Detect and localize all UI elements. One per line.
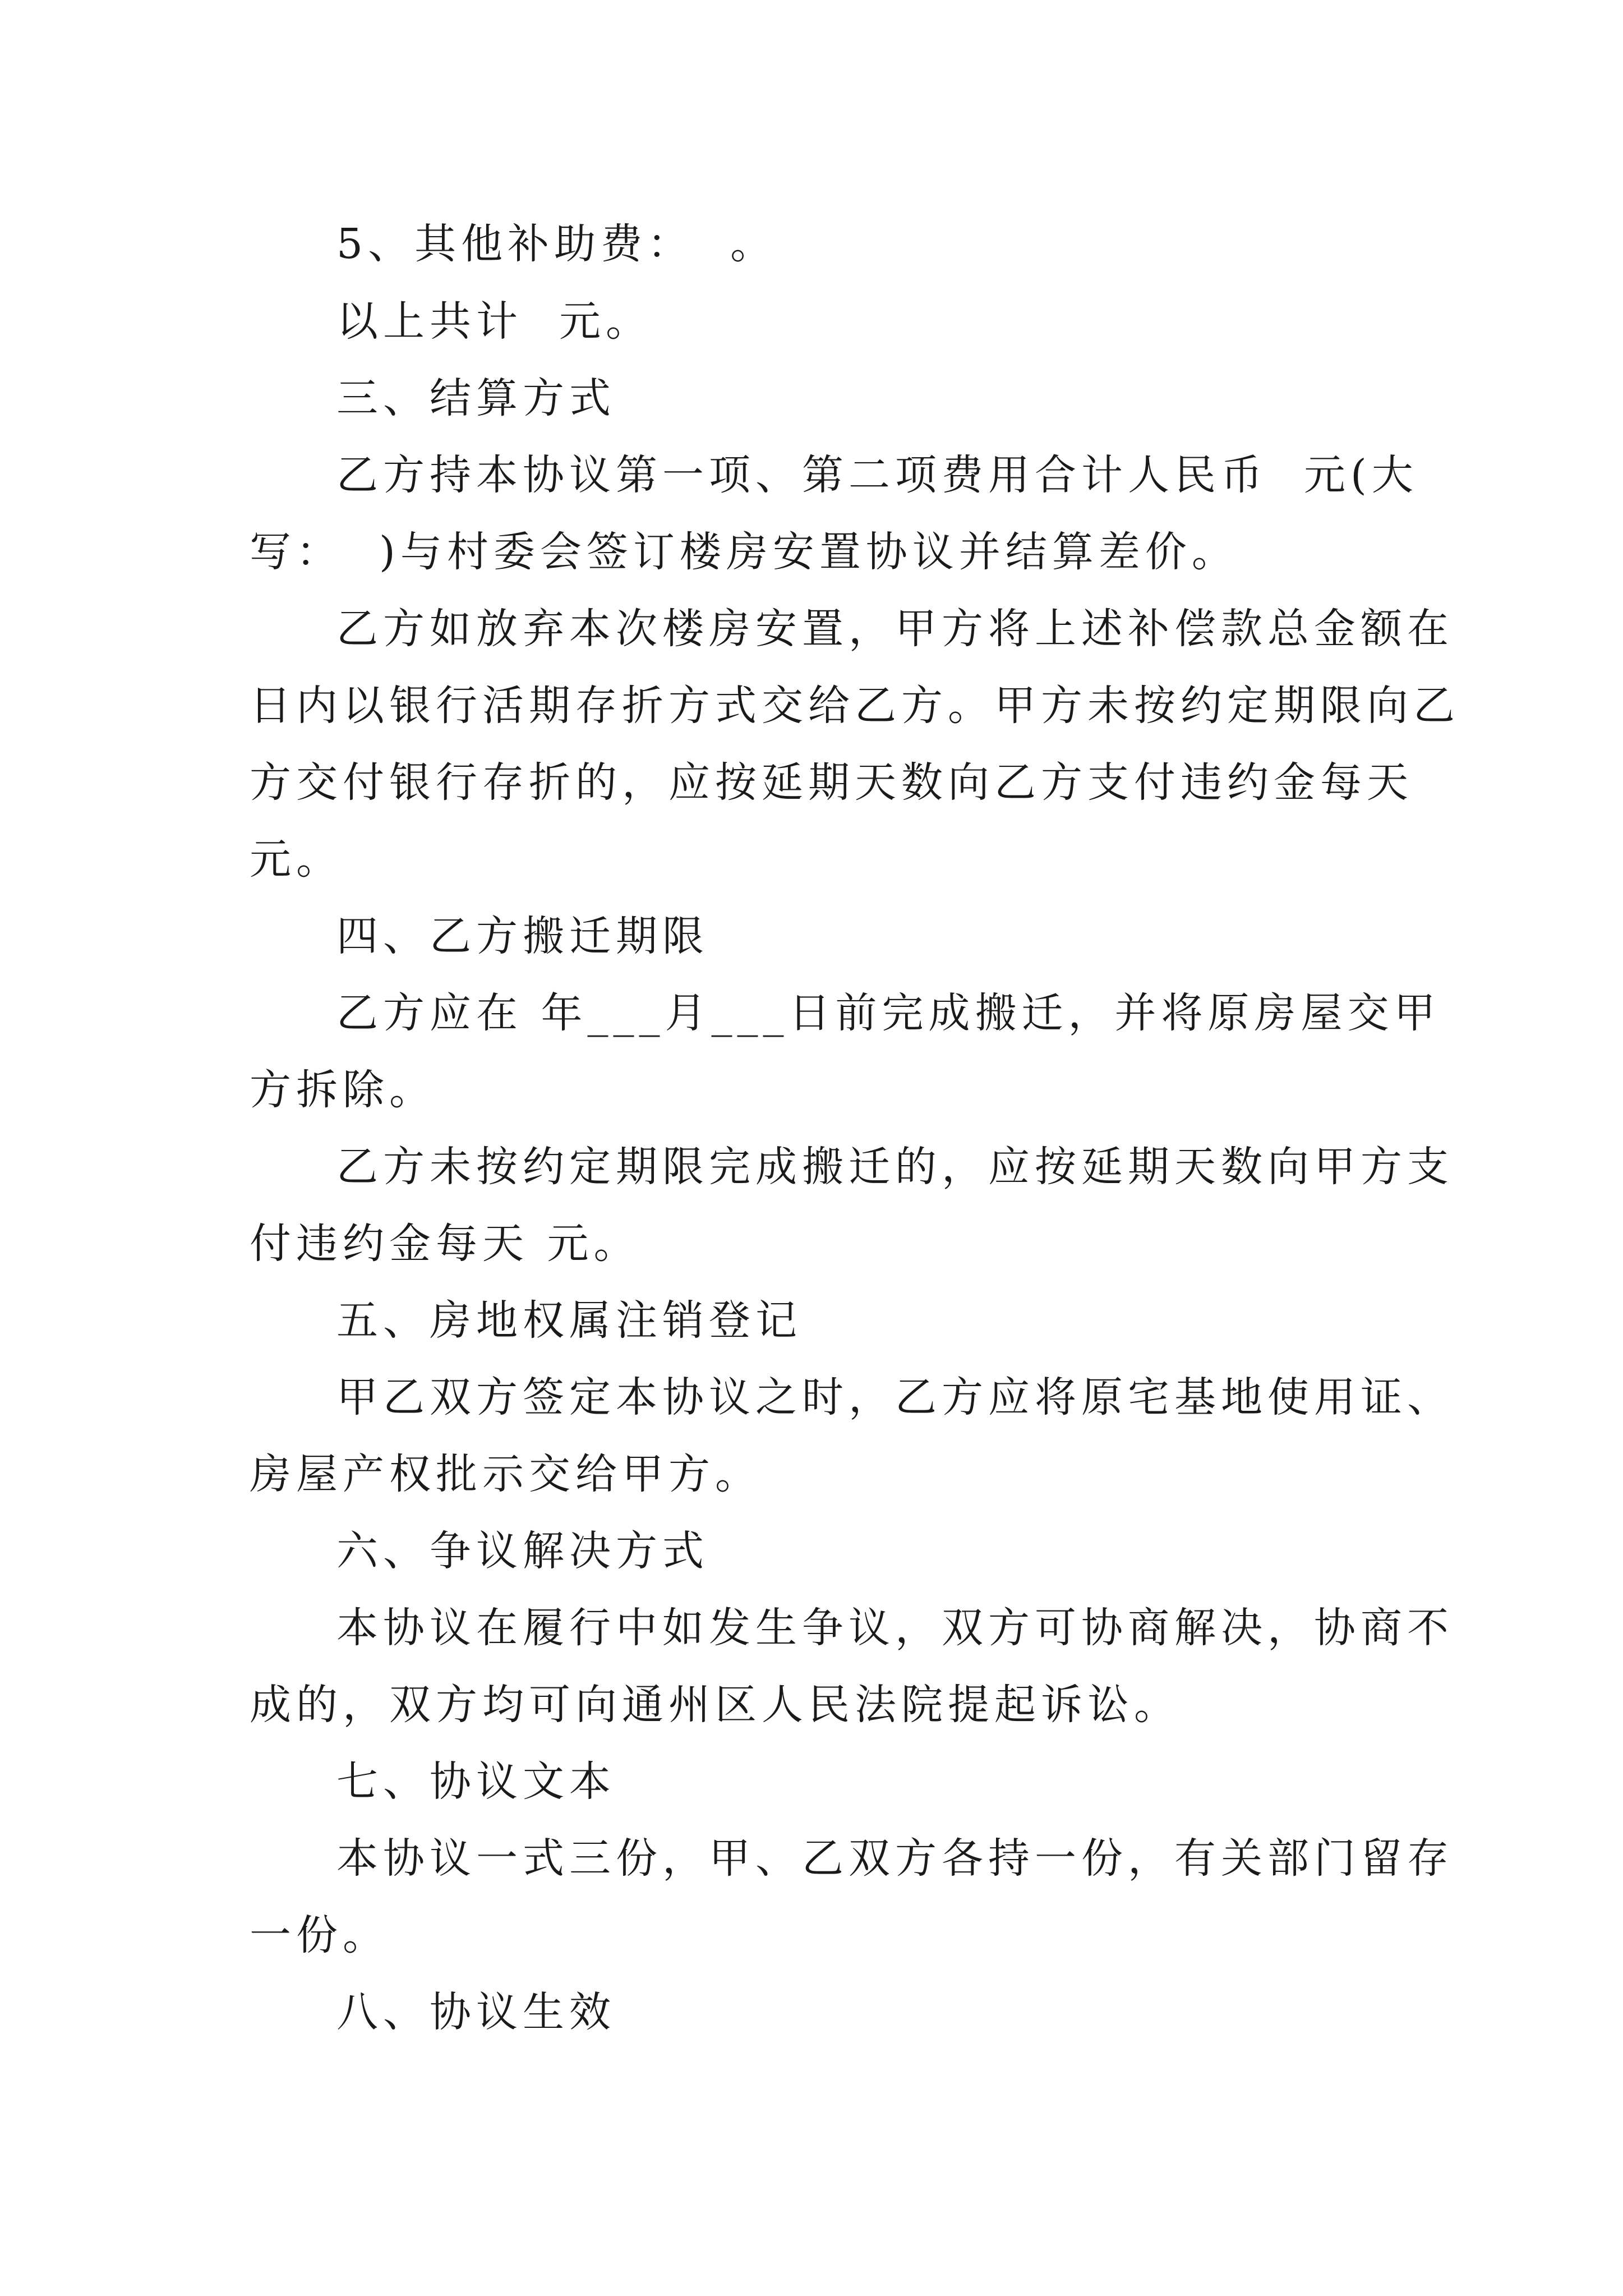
section-7-paragraph-line-1: 本协议一式三份，甲、乙双方各持一份，有关部门留存 [336, 1834, 1454, 1883]
section-5-heading: 五、房地权属注销登记 [336, 1296, 802, 1345]
item-5-other-subsidy: 5、其他补助费： 。 [336, 220, 777, 268]
section-4-heading: 四、乙方搬迁期限 [336, 912, 709, 960]
total-amount-line: 以上共计 元。 [336, 297, 653, 346]
section-5-paragraph-line-1: 甲乙双方签定本协议之时，乙方应将原宅基地使用证、 [336, 1373, 1454, 1421]
section-7-heading: 七、协议文本 [336, 1757, 616, 1806]
section-6-paragraph-line-1: 本协议在履行中如发生争议，双方可协商解决，协商不 [336, 1604, 1454, 1652]
section-3-paragraph-1-line-1: 乙方持本协议第一项、第二项费用合计人民币 元(大 [336, 451, 1418, 499]
section-6-heading: 六、争议解决方式 [336, 1527, 709, 1575]
section-6-paragraph-line-2: 成的，双方均可向通州区人民法院提起诉讼。 [250, 1681, 1181, 1729]
section-5-paragraph-line-2: 房屋产权批示交给甲方。 [250, 1450, 762, 1498]
section-4-paragraph-1-line-2: 方拆除。 [250, 1066, 436, 1114]
section-3-heading: 三、结算方式 [336, 374, 616, 422]
section-4-paragraph-1-line-1: 乙方应在 年___月___日前完成搬迁，并将原房屋交甲 [336, 989, 1441, 1037]
section-3-paragraph-1-line-2: 写： )与村委会签订楼房安置协议并结算差价。 [250, 528, 1238, 576]
section-4-paragraph-2-line-2: 付违约金每天 元。 [250, 1220, 640, 1268]
section-3-paragraph-2-line-1: 乙方如放弃本次楼房安置，甲方将上述补偿款总金额在 [336, 605, 1454, 653]
section-8-heading: 八、协议生效 [336, 1988, 616, 2036]
section-7-paragraph-line-2: 一份。 [250, 1911, 389, 1959]
section-3-paragraph-2-line-4: 元。 [250, 835, 343, 884]
section-4-paragraph-2-line-1: 乙方未按约定期限完成搬迁的，应按延期天数向甲方支 [336, 1143, 1454, 1191]
section-3-paragraph-2-line-3: 方交付银行存折的，应按延期天数向乙方支付违约金每天 [250, 758, 1413, 807]
section-3-paragraph-2-line-2: 日内以银行活期存折方式交给乙方。甲方未按约定期限向乙 [250, 682, 1460, 730]
